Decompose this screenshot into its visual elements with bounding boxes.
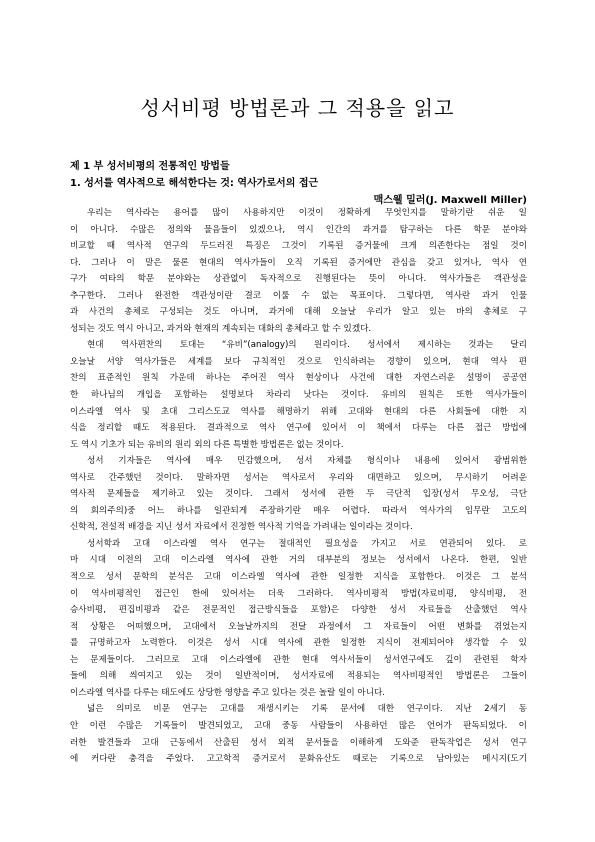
paragraph-line: 오늘날 서양 역사가들은 세계를 보다 규칙적인 것으로 인식하려는 경향이 있으며, 현대 역사 편 — [70, 356, 527, 367]
paragraph-line: 러한 발견들과 고대 근동에서 산출된 성서 외적 문서들을 이해하게 도와준 판독작업은 성서 연구 — [70, 737, 527, 748]
document-title: 성서비평 방법론과 그 적용을 읽고 — [140, 96, 455, 120]
paragraph-line: 에 커다란 충격을 주었다. 고고학적 증거로서 문화유산도 때로는 기록으로 남아있는 메시지(도기 — [70, 754, 527, 765]
part-heading: 제 1 부 성서비평의 전통적인 방법들 — [70, 161, 230, 172]
paragraph-line: 우리는 역사라는 용어를 많이 사용하지만 이것이 정확하게 무엇인지를 말하기란 쉬운 일 — [87, 208, 527, 218]
body-text — [70, 205, 527, 768]
paragraph-line: 현대 역사편찬의 토대는 “유비”(analogy)의 원리이다. 성서에서 제시하는 것과는 달리 — [87, 340, 527, 351]
paragraph-line: 성되는 것도 역시 아니고, 과거와 현재의 계속되는 대화의 총체라고 할 수 있겠다. — [70, 323, 372, 334]
paragraph-line: 성서학과 고대 이스라엘 역사 연구는 절대적인 필요성을 가지고 서로 연관되어 있다. 로 — [87, 538, 527, 549]
paragraph-line: 역사로 간주했던 것이다. 말하자면 성서는 역사로서 우리와 대면하고 있으며, 무시하기 어려운 — [70, 472, 527, 483]
paragraph-line: 안 이런 수많은 기록들이 발견되었고, 고대 중동 사람들이 사용하던 많은 언어가 판독되었다. 이 — [70, 720, 527, 731]
paragraph-line: 과 사건의 총체로 구성되는 것도 아니며, 과거에 대해 오늘날 우리가 알고 있는 바의 총체로 구 — [70, 307, 527, 318]
paragraph-line: 성서 기자들은 역사에 매우 민감했으며, 성서 자체를 형식이나 내용에 있어서 광범위한 — [87, 456, 527, 467]
paragraph-line: 의 회의주의)중 어느 하나를 일관되게 주장하기란 매우 어렵다. 따라서 역사가의 임무란 고도의 — [70, 505, 527, 516]
paragraph-line: 식을 정리할 때도 적용된다. 결과적으로 역사 연구에 있어서 이 책에서 다루는 다른 접근 방법에 — [70, 423, 527, 434]
paragraph-line: 적으로 성서 문학의 분석은 고대 이스라엘 역사에 관한 일정한 지식을 포함한다. 이것은 그 분석 — [70, 572, 527, 583]
paragraph-line: 역사적 문제들을 제기하고 있는 것이다. 그래서 성서에 관한 두 극단적 입장(성서 무오성, 극단 — [70, 489, 527, 500]
paragraph-line: 한 하나님의 개입을 포함하는 설명보다 차라리 낫다는 것이다. 유비의 원칙은 또한 역사가들이 — [70, 390, 527, 401]
paragraph-line: 찬의 표준적인 원칙 가운데 하나는 주어진 역사 현상이나 사건에 대한 자연스러운 설명이 공공연 — [70, 373, 527, 384]
paragraph-line: 비교할 때 역사적 연구의 두드러진 특징은 그것이 기록된 증거물에 크게 의존한다는 점일 것이 — [70, 241, 527, 252]
paragraph-line: 추구한다. 그러나 완전한 객관성이란 결코 이룰 수 없는 목표이다. 그렇다면, 역사란 과거 인물 — [70, 290, 527, 301]
paragraph-line: 마 시대 이전의 고대 이스라엘 역사에 관한 거의 대부분의 정보는 성서에서 나온다. 한편, 일반 — [70, 555, 527, 566]
paragraph-line: 구가 여타의 학문 분야와는 상관없이 독자적으로 진행된다는 뜻이 아니다. 역사가들은 객관성을 — [70, 274, 527, 285]
paragraph-line: 신학적, 전설적 배경을 지닌 성서 자료에서 진정한 역사적 기억을 가려내는 일이라는 것이다. — [70, 522, 413, 533]
paragraph-line: 는 문제들이다. 그러므로 고대 이스라엘에 관한 현대 역사서들이 성서연구에도 깊이 관련된 학자 — [70, 654, 527, 665]
paragraph-line: 이스라엘 역사를 다루는 태도에도 상당한 영향을 주고 있다는 것은 놀랄 일이 아니다. — [70, 687, 386, 698]
paragraph-line: 적 상황은 어떠했으며, 고대에서 오늘날까지의 전달 과정에서 그 자료들이 어떤 변화를 겪었는지 — [70, 621, 527, 632]
paragraph-line: 넓은 의미로 비문 연구는 고대를 재생시키는 기록 문서에 대한 연구이다. 지난 2세기 동 — [87, 704, 527, 715]
paragraph-line: 이 아니다. 수많은 정의와 물음들이 있겠으나, 역시 인간의 과거를 탐구하는 다른 학문 분야와 — [70, 224, 527, 235]
paragraph-line: 들에 의해 씌여지고 있는 것이 일반적이며, 성서자료에 적용되는 역사비평적인 방법론은 그들이 — [70, 671, 527, 682]
paragraph-line: 도 역시 기초가 되는 유비의 원리 외의 다른 특별한 방법론은 없는 것이다. — [70, 439, 344, 450]
paragraph-line: 승사비평, 편집비평과 같은 전문적인 접근방식들을 포함)은 다양한 성서 자료들을 산출했던 역사 — [70, 605, 527, 616]
author-line: 맥스웰 밀러(J. Maxwell Miller) — [373, 195, 527, 206]
paragraph-line: 이 역사비평적인 접근인 한에 있어서는 더욱 그러하다. 역사비평적 방법(자료비평, 양식비평, 전 — [70, 588, 527, 599]
paragraph-line: 다. 그러나 이 말은 물론 현대의 역사가들이 오직 기록된 증거에만 관심을 갖고 있거나, 역사 연 — [70, 257, 527, 268]
paragraph-line: 이스라엘 역사 및 초대 그리스도교 역사를 해명하기 위해 고대와 현대의 다른 사회들에 대한 지 — [70, 406, 527, 417]
section-heading: 1. 성서를 역사적으로 해석한다는 것: 역사가로서의 접근 — [70, 178, 319, 189]
paragraph-line: 를 규명하고자 노력한다. 이것은 성서 시대 역사에 관한 일정한 지식이 전제되어야 생각할 수 있 — [70, 638, 527, 649]
